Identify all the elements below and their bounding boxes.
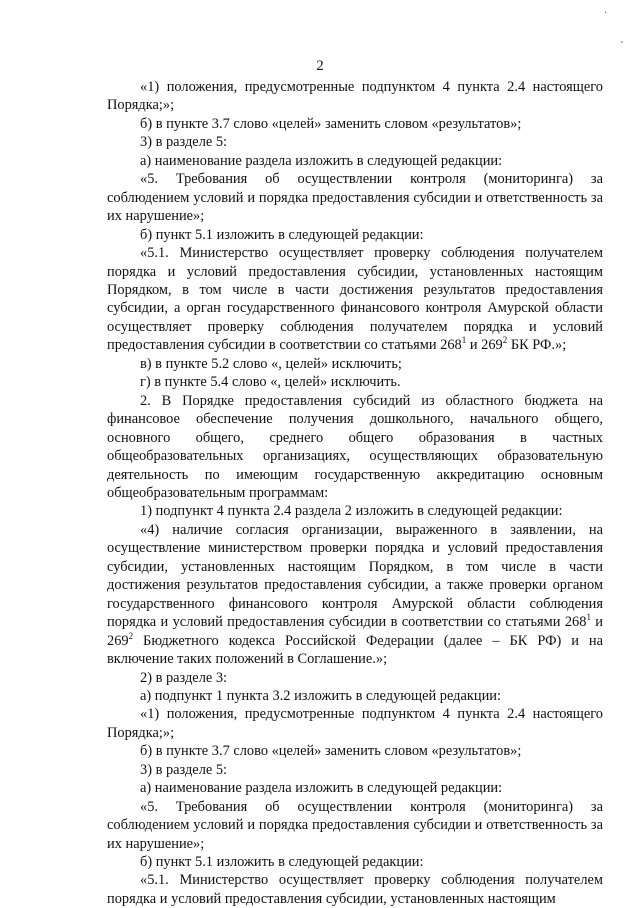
paragraph [107,244,603,355]
paragraph: «1) положения, предусмотренные подпунктом 4 пункта 2.4 настоящего Порядка;»; [107,706,603,741]
paragraph: а) наименование раздела изложить в следующей редакции: [140,780,503,797]
paragraph: «1) положения, предусмотренные подпунктом 4 пункта 2.4 настоящего Порядка;»; [107,79,603,114]
paragraph-text: Бюджетного кодекса Российской Федерации (далее – БК РФ) и на включение таких положений в Соглашение.»; [107,632,603,668]
paragraph-text: «4) наличие согласия организации, выраженного в заявлении, на осуществление министерством проверки порядка и условий предоставления субсидии, установленных настоящим Порядком, в том числе в части достижения результатов предоставления субсидии, а также проверки органом государственного финансового контроля Амурской области соблюдения порядка и условий предоставления субсидии в соответствии со статьями 268 [107,521,603,631]
paragraph: 2) в разделе 3: [140,669,228,686]
superscript: 2 [502,335,508,346]
paragraph: б) в пункте 3.7 слово «целей» заменить словом «результатов»; [140,115,522,132]
paragraph: «5.1. Министерство осуществляет проверку соблюдения получателем порядка и условий предоставления субсидии, установленных настоящим [107,872,603,907]
superscript: 1 [586,612,591,623]
paragraph: 3) в разделе 5: [140,134,228,151]
paragraph: «5. Требования об осуществлении контроля (мониторинга) за соблюдением условий и порядка предоставления субсидии и ответственность за их нарушение»; [107,798,603,852]
paragraph: б) в пункте 3.7 слово «целей» заменить словом «результатов»; [140,743,522,760]
paragraph-text: «5.1. Министерство осуществляет проверку соблюдения получателем порядка и условий предоставления субсидии, установленных настоящим Порядком, в том числе в части достижения результатов предоставления субсидии, а орган государственного финансового контроля Амурской области осуществляет проверку соблюдения получателем порядка и условий предоставления субсидии в соответствии со статьями 268 [107,245,603,354]
scan-mark: · [604,8,608,19]
paragraph: б) пункт 5.1 изложить в следующей редакции: [140,226,424,243]
document-body [107,78,603,908]
paragraph: а) подпункт 1 пункта 3.2 изложить в следующей редакции: [140,687,501,704]
paragraph: 1) подпункт 4 пункта 2.4 раздела 2 изложить в следующей редакции: [140,503,563,520]
paragraph-text: и 269 [466,337,503,354]
paragraph [107,521,603,669]
paragraph: а) наименование раздела изложить в следующей редакции: [140,152,503,169]
paragraph: в) в пункте 5.2 слово «, целей» исключить; [140,355,402,372]
paragraph: 2. В Порядке предоставления субсидий из областного бюджета на финансовое обеспечение получения дошкольного, начального общего, основного общего, среднего общего образования в частных общеобразовательных организациях, осуществляющих образовательную деятельность по имеющим государственную аккредитацию основным общеобразовательным программам: [107,392,603,501]
page-number: 2 [316,58,324,74]
paragraph: г) в пункте 5.4 слово «, целей» исключить. [140,374,401,391]
superscript: 2 [128,630,134,641]
paragraph: б) пункт 5.1 изложить в следующей редакции: [140,854,424,871]
scan-mark: ' [621,40,623,51]
paragraph: 3) в разделе 5: [140,761,228,778]
paragraph-text: и 269 [107,614,603,649]
superscript: 1 [461,335,467,346]
paragraph: «5. Требования об осуществлении контроля (мониторинга) за соблюдением условий и порядка предоставления субсидии и ответственность за их нарушение»; [107,171,603,225]
paragraph-text: БК РФ.»; [507,337,567,354]
